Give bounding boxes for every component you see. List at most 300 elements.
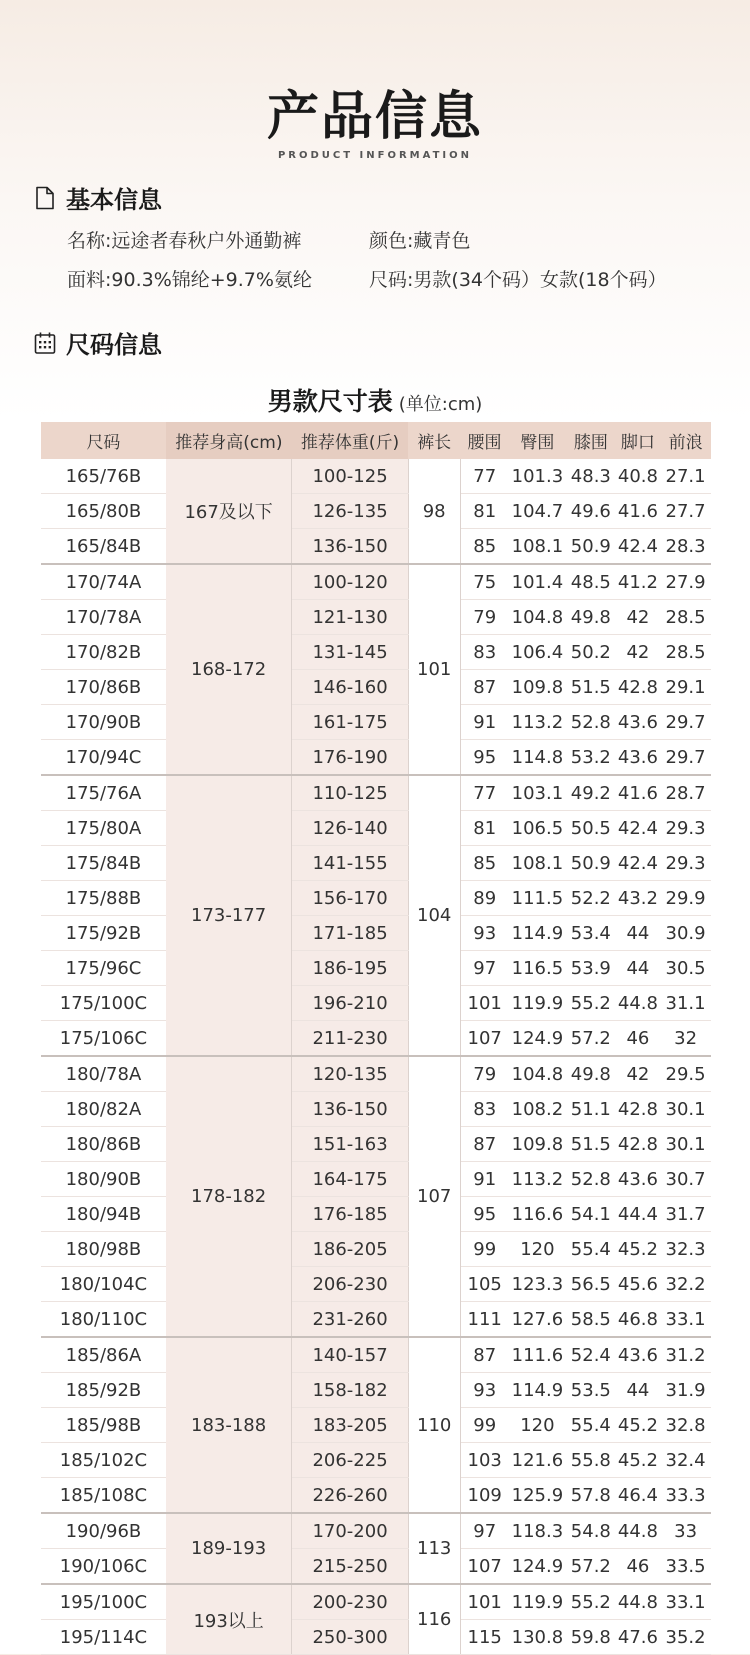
product-color: 颜色:藏青色: [369, 230, 471, 252]
cell-size: 185/102C: [41, 1443, 166, 1478]
cell-hip: 113.2: [509, 1162, 566, 1197]
cell-size: 180/86B: [41, 1127, 166, 1162]
cell-waist: 87: [460, 1127, 509, 1162]
cell-knee: 55.4: [566, 1408, 616, 1443]
product-fabric: 面料:90.3%锦纶+9.7%氨纶: [67, 269, 312, 291]
cell-knee: 53.4: [566, 916, 616, 951]
cell-weight: 158-182: [292, 1373, 408, 1408]
cell-hip: 101.4: [509, 564, 566, 600]
cell-rise: 27.9: [660, 564, 711, 600]
cell-rise: 33.1: [660, 1584, 711, 1620]
cell-hem: 45.2: [616, 1408, 660, 1443]
table-row: [41, 775, 711, 811]
cell-height: 173-177: [166, 775, 292, 1056]
cell-rise: 33.5: [660, 1549, 711, 1585]
cell-size: 175/96C: [41, 951, 166, 986]
cell-knee: 50.2: [566, 635, 616, 670]
table-row: [41, 1056, 711, 1092]
cell-size: 180/104C: [41, 1267, 166, 1302]
cell-waist: 85: [460, 846, 509, 881]
table-row: [41, 1302, 711, 1338]
cell-waist: 99: [460, 1408, 509, 1443]
cell-hem: 43.6: [616, 1162, 660, 1197]
cell-height: 193以上: [166, 1584, 292, 1655]
cell-knee: 52.4: [566, 1337, 616, 1373]
cell-hem: 43.6: [616, 740, 660, 776]
cell-hip: 114.9: [509, 1373, 566, 1408]
cell-size: 175/88B: [41, 881, 166, 916]
cell-waist: 111: [460, 1302, 509, 1338]
cell-waist: 107: [460, 1021, 509, 1057]
cell-size: 185/92B: [41, 1373, 166, 1408]
cell-size: 165/84B: [41, 529, 166, 565]
cell-hip: 119.9: [509, 986, 566, 1021]
cell-hip: 109.8: [509, 670, 566, 705]
cell-hem: 43.6: [616, 1337, 660, 1373]
calendar-icon: [34, 331, 56, 355]
cell-size: 175/92B: [41, 916, 166, 951]
cell-size: 165/76B: [41, 459, 166, 494]
cell-weight: 211-230: [292, 1021, 408, 1057]
cell-hip: 104.8: [509, 600, 566, 635]
cell-knee: 55.8: [566, 1443, 616, 1478]
cell-hip: 106.5: [509, 811, 566, 846]
cell-height: 178-182: [166, 1056, 292, 1337]
cell-size: 170/82B: [41, 635, 166, 670]
table-row: [41, 1408, 711, 1443]
cell-waist: 115: [460, 1620, 509, 1655]
cell-hip: 116.6: [509, 1197, 566, 1232]
table-row: [41, 951, 711, 986]
cell-knee: 49.8: [566, 1056, 616, 1092]
cell-knee: 58.5: [566, 1302, 616, 1338]
cell-hip: 103.1: [509, 775, 566, 811]
cell-rise: 33: [660, 1513, 711, 1549]
cell-knee: 57.8: [566, 1478, 616, 1514]
cell-waist: 93: [460, 916, 509, 951]
cell-hip: 109.8: [509, 1127, 566, 1162]
cell-knee: 55.2: [566, 1584, 616, 1620]
table-row: [41, 1197, 711, 1232]
cell-size: 195/100C: [41, 1584, 166, 1620]
col-header-knee: 膝围: [566, 422, 616, 459]
cell-knee: 53.2: [566, 740, 616, 776]
cell-weight: 151-163: [292, 1127, 408, 1162]
cell-waist: 81: [460, 811, 509, 846]
basic-info-header: [34, 180, 162, 215]
cell-hip: 114.8: [509, 740, 566, 776]
cell-weight: 120-135: [292, 1056, 408, 1092]
cell-waist: 77: [460, 459, 509, 494]
cell-rise: 28.5: [660, 635, 711, 670]
cell-hem: 45.2: [616, 1232, 660, 1267]
table-row: [41, 811, 711, 846]
cell-length: 116: [408, 1584, 460, 1655]
cell-height: 167及以下: [166, 459, 292, 564]
cell-hem: 43.2: [616, 881, 660, 916]
cell-knee: 53.5: [566, 1373, 616, 1408]
cell-hem: 42.8: [616, 1092, 660, 1127]
table-row: [41, 1267, 711, 1302]
cell-weight: 141-155: [292, 846, 408, 881]
cell-knee: 51.5: [566, 1127, 616, 1162]
cell-length: 110: [408, 1337, 460, 1513]
cell-length: 113: [408, 1513, 460, 1584]
cell-weight: 136-150: [292, 529, 408, 565]
cell-size: 185/98B: [41, 1408, 166, 1443]
cell-weight: 146-160: [292, 670, 408, 705]
cell-hem: 46.4: [616, 1478, 660, 1514]
cell-hip: 118.3: [509, 1513, 566, 1549]
cell-hip: 104.7: [509, 494, 566, 529]
cell-size: 165/80B: [41, 494, 166, 529]
cell-weight: 186-205: [292, 1232, 408, 1267]
cell-waist: 79: [460, 1056, 509, 1092]
table-row: [41, 459, 711, 494]
col-header-length: 裤长: [408, 422, 460, 459]
cell-waist: 75: [460, 564, 509, 600]
cell-hip: 119.9: [509, 1584, 566, 1620]
cell-knee: 49.8: [566, 600, 616, 635]
table-title: [0, 382, 750, 418]
cell-hip: 108.1: [509, 529, 566, 565]
cell-rise: 32.2: [660, 1267, 711, 1302]
cell-rise: 30.1: [660, 1127, 711, 1162]
table-row: [41, 705, 711, 740]
cell-size: 185/108C: [41, 1478, 166, 1514]
cell-knee: 54.8: [566, 1513, 616, 1549]
cell-hem: 42: [616, 1056, 660, 1092]
col-header-weight: 推荐体重(斤): [292, 422, 408, 459]
cell-size: 195/114C: [41, 1620, 166, 1655]
cell-waist: 79: [460, 600, 509, 635]
cell-waist: 97: [460, 951, 509, 986]
cell-hem: 40.8: [616, 459, 660, 494]
cell-weight: 110-125: [292, 775, 408, 811]
cell-weight: 140-157: [292, 1337, 408, 1373]
cell-hem: 42.4: [616, 811, 660, 846]
cell-hem: 42: [616, 600, 660, 635]
cell-hip: 111.5: [509, 881, 566, 916]
cell-weight: 196-210: [292, 986, 408, 1021]
table-row: [41, 670, 711, 705]
table-row: [41, 740, 711, 776]
cell-hem: 44.8: [616, 986, 660, 1021]
page-subtitle: PRODUCT INFORMATION: [277, 150, 473, 161]
cell-rise: 33.1: [660, 1302, 711, 1338]
cell-rise: 32: [660, 1021, 711, 1057]
cell-waist: 95: [460, 1197, 509, 1232]
table-row: [41, 1092, 711, 1127]
cell-size: 170/90B: [41, 705, 166, 740]
cell-size: 180/94B: [41, 1197, 166, 1232]
cell-size: 175/100C: [41, 986, 166, 1021]
cell-hem: 44.4: [616, 1197, 660, 1232]
cell-hip: 106.4: [509, 635, 566, 670]
cell-size: 170/78A: [41, 600, 166, 635]
cell-size: 175/106C: [41, 1021, 166, 1057]
cell-hem: 42.4: [616, 529, 660, 565]
cell-hem: 45.2: [616, 1443, 660, 1478]
cell-hip: 114.9: [509, 916, 566, 951]
cell-rise: 28.7: [660, 775, 711, 811]
cell-knee: 55.4: [566, 1232, 616, 1267]
cell-waist: 105: [460, 1267, 509, 1302]
cell-hip: 111.6: [509, 1337, 566, 1373]
cell-length: 104: [408, 775, 460, 1056]
cell-rise: 30.9: [660, 916, 711, 951]
cell-weight: 176-185: [292, 1197, 408, 1232]
cell-waist: 77: [460, 775, 509, 811]
col-header-height: 推荐身高(cm): [166, 422, 292, 459]
cell-rise: 32.4: [660, 1443, 711, 1478]
cell-size: 175/80A: [41, 811, 166, 846]
cell-waist: 91: [460, 705, 509, 740]
cell-knee: 49.6: [566, 494, 616, 529]
cell-weight: 161-175: [292, 705, 408, 740]
cell-hem: 45.6: [616, 1267, 660, 1302]
table-row: [41, 986, 711, 1021]
cell-weight: 126-140: [292, 811, 408, 846]
table-row: [41, 494, 711, 529]
cell-rise: 30.5: [660, 951, 711, 986]
cell-rise: 31.2: [660, 1337, 711, 1373]
cell-waist: 95: [460, 740, 509, 776]
cell-knee: 51.1: [566, 1092, 616, 1127]
table-row: [41, 1584, 711, 1620]
cell-weight: 100-125: [292, 459, 408, 494]
basic-info-heading: 基本信息: [66, 186, 162, 214]
table-row: [41, 1127, 711, 1162]
cell-height: 189-193: [166, 1513, 292, 1584]
cell-knee: 52.8: [566, 705, 616, 740]
table-row: [41, 1373, 711, 1408]
table-unit: (单位:cm): [398, 394, 483, 415]
cell-rise: 32.3: [660, 1232, 711, 1267]
cell-weight: 215-250: [292, 1549, 408, 1585]
cell-weight: 164-175: [292, 1162, 408, 1197]
cell-weight: 176-190: [292, 740, 408, 776]
cell-length: 98: [408, 459, 460, 564]
cell-waist: 83: [460, 1092, 509, 1127]
cell-knee: 50.5: [566, 811, 616, 846]
cell-weight: 121-130: [292, 600, 408, 635]
cell-weight: 131-145: [292, 635, 408, 670]
cell-waist: 101: [460, 1584, 509, 1620]
cell-size: 180/82A: [41, 1092, 166, 1127]
cell-rise: 31.1: [660, 986, 711, 1021]
product-name: 名称:远途者春秋户外通勤裤: [67, 230, 302, 252]
cell-size: 180/110C: [41, 1302, 166, 1338]
cell-weight: 231-260: [292, 1302, 408, 1338]
cell-waist: 99: [460, 1232, 509, 1267]
cell-rise: 32.8: [660, 1408, 711, 1443]
cell-knee: 57.2: [566, 1549, 616, 1585]
cell-waist: 89: [460, 881, 509, 916]
cell-waist: 97: [460, 1513, 509, 1549]
cell-size: 170/86B: [41, 670, 166, 705]
cell-waist: 93: [460, 1373, 509, 1408]
cell-weight: 136-150: [292, 1092, 408, 1127]
cell-hem: 44: [616, 1373, 660, 1408]
cell-rise: 29.9: [660, 881, 711, 916]
table-row: [41, 600, 711, 635]
cell-knee: 56.5: [566, 1267, 616, 1302]
cell-weight: 100-120: [292, 564, 408, 600]
table-row: [41, 881, 711, 916]
cell-rise: 28.3: [660, 529, 711, 565]
cell-knee: 50.9: [566, 529, 616, 565]
cell-rise: 29.7: [660, 740, 711, 776]
cell-hip: 127.6: [509, 1302, 566, 1338]
cell-weight: 171-185: [292, 916, 408, 951]
col-header-waist: 腰围: [460, 422, 509, 459]
cell-size: 180/98B: [41, 1232, 166, 1267]
cell-size: 190/96B: [41, 1513, 166, 1549]
cell-length: 107: [408, 1056, 460, 1337]
cell-length: 101: [408, 564, 460, 775]
size-table: [41, 422, 711, 1655]
cell-rise: 29.3: [660, 846, 711, 881]
cell-knee: 57.2: [566, 1021, 616, 1057]
cell-hem: 43.6: [616, 705, 660, 740]
size-info-heading: 尺码信息: [66, 331, 162, 359]
cell-hip: 120: [509, 1232, 566, 1267]
product-sizes: 尺码:男款(34个码）女款(18个码）: [369, 269, 667, 291]
cell-hem: 41.6: [616, 494, 660, 529]
cell-rise: 29.1: [660, 670, 711, 705]
cell-hem: 44.8: [616, 1584, 660, 1620]
cell-size: 180/78A: [41, 1056, 166, 1092]
cell-hem: 41.6: [616, 775, 660, 811]
cell-hip: 124.9: [509, 1549, 566, 1585]
cell-knee: 59.8: [566, 1620, 616, 1655]
table-row: [41, 1443, 711, 1478]
table-row: [41, 1232, 711, 1267]
cell-knee: 49.2: [566, 775, 616, 811]
cell-waist: 85: [460, 529, 509, 565]
cell-rise: 30.7: [660, 1162, 711, 1197]
cell-hip: 125.9: [509, 1478, 566, 1514]
cell-hem: 47.6: [616, 1620, 660, 1655]
table-row: [41, 1162, 711, 1197]
cell-size: 170/94C: [41, 740, 166, 776]
cell-hip: 108.2: [509, 1092, 566, 1127]
table-row: [41, 1513, 711, 1549]
cell-weight: 170-200: [292, 1513, 408, 1549]
cell-hip: 130.8: [509, 1620, 566, 1655]
cell-rise: 27.1: [660, 459, 711, 494]
cell-hem: 44: [616, 916, 660, 951]
cell-hip: 116.5: [509, 951, 566, 986]
table-row: [41, 564, 711, 600]
table-row: [41, 635, 711, 670]
table-title-text: 男款尺寸表: [267, 387, 393, 416]
cell-hip: 124.9: [509, 1021, 566, 1057]
cell-knee: 52.8: [566, 1162, 616, 1197]
cell-waist: 103: [460, 1443, 509, 1478]
cell-hip: 121.6: [509, 1443, 566, 1478]
col-header-hem: 脚口: [616, 422, 660, 459]
cell-rise: 28.5: [660, 600, 711, 635]
cell-hem: 42: [616, 635, 660, 670]
cell-rise: 29.7: [660, 705, 711, 740]
cell-hip: 120: [509, 1408, 566, 1443]
cell-size: 190/106C: [41, 1549, 166, 1585]
table-header-row: [41, 422, 711, 459]
cell-hip: 123.3: [509, 1267, 566, 1302]
cell-knee: 48.5: [566, 564, 616, 600]
table-row: [41, 1021, 711, 1057]
cell-hem: 41.2: [616, 564, 660, 600]
col-header-rise: 前浪: [660, 422, 711, 459]
size-table-body: [41, 459, 711, 1655]
cell-knee: 52.2: [566, 881, 616, 916]
cell-knee: 54.1: [566, 1197, 616, 1232]
cell-knee: 50.9: [566, 846, 616, 881]
cell-waist: 83: [460, 635, 509, 670]
cell-hip: 113.2: [509, 705, 566, 740]
col-header-size: 尺码: [41, 422, 166, 459]
document-icon: [34, 186, 56, 210]
cell-weight: 126-135: [292, 494, 408, 529]
table-row: [41, 1337, 711, 1373]
cell-height: 183-188: [166, 1337, 292, 1513]
table-row: [41, 1620, 711, 1655]
cell-hem: 46.8: [616, 1302, 660, 1338]
cell-hem: 44: [616, 951, 660, 986]
cell-rise: 29.3: [660, 811, 711, 846]
cell-weight: 206-225: [292, 1443, 408, 1478]
cell-hem: 42.8: [616, 1127, 660, 1162]
cell-weight: 186-195: [292, 951, 408, 986]
cell-weight: 156-170: [292, 881, 408, 916]
cell-height: 168-172: [166, 564, 292, 775]
cell-weight: 183-205: [292, 1408, 408, 1443]
cell-rise: 31.9: [660, 1373, 711, 1408]
cell-hem: 46: [616, 1549, 660, 1585]
cell-waist: 81: [460, 494, 509, 529]
cell-rise: 35.2: [660, 1620, 711, 1655]
table-row: [41, 1478, 711, 1514]
cell-hip: 101.3: [509, 459, 566, 494]
cell-weight: 250-300: [292, 1620, 408, 1655]
cell-weight: 200-230: [292, 1584, 408, 1620]
cell-waist: 101: [460, 986, 509, 1021]
cell-hem: 46: [616, 1021, 660, 1057]
cell-waist: 107: [460, 1549, 509, 1585]
cell-rise: 31.7: [660, 1197, 711, 1232]
cell-hem: 42.4: [616, 846, 660, 881]
cell-waist: 87: [460, 1337, 509, 1373]
cell-weight: 226-260: [292, 1478, 408, 1514]
cell-size: 185/86A: [41, 1337, 166, 1373]
table-row: [41, 916, 711, 951]
table-row: [41, 846, 711, 881]
cell-knee: 48.3: [566, 459, 616, 494]
cell-waist: 87: [460, 670, 509, 705]
col-header-hip: 臀围: [509, 422, 566, 459]
page-title: 产品信息: [266, 87, 483, 147]
cell-waist: 91: [460, 1162, 509, 1197]
cell-hip: 104.8: [509, 1056, 566, 1092]
cell-size: 180/90B: [41, 1162, 166, 1197]
cell-size: 175/76A: [41, 775, 166, 811]
cell-rise: 29.5: [660, 1056, 711, 1092]
cell-knee: 51.5: [566, 670, 616, 705]
cell-rise: 33.3: [660, 1478, 711, 1514]
table-row: [41, 1549, 711, 1585]
